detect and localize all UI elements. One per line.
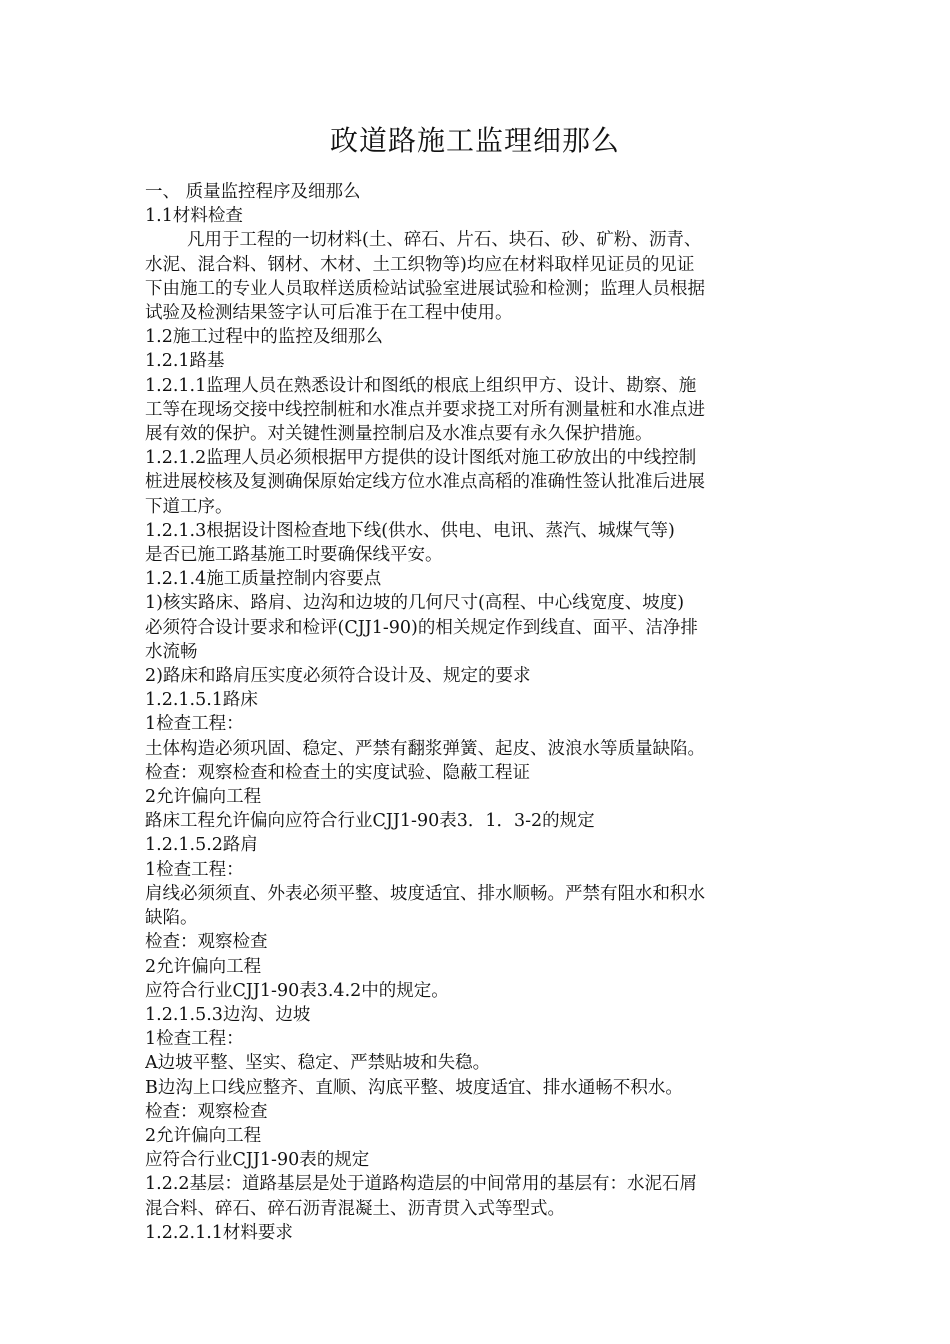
text-line: 肩线必须须直、外表必须平整、坡度适宜、排水顺畅。严禁有阻水和积水 (145, 883, 705, 904)
document-title: 政道路施工监理细那么 (329, 124, 620, 157)
text-line: 水泥、混合料、钢材、木材、土工织物等)均应在材料取样见证员的见证 (145, 254, 695, 275)
text-line: 土体构造必须巩固、稳定、严禁有翻浆弹簧、起皮、波浪水等质量缺陷。 (145, 738, 705, 759)
text-line: 必须符合设计要求和检评(CJJ1-90)的相关规定作到线直、面平、洁净排 (145, 617, 698, 638)
text-line: 1)核实路床、路肩、边沟和边坡的几何尺寸(高程、中心线宽度、坡度) (145, 593, 685, 614)
text-line: 1.2.1.5.3边沟、边坡 (145, 1004, 311, 1025)
text-line: 下由施工的专业人员取样送质检站试验室进展试验和检测；监理人员根据 (145, 278, 705, 299)
text-line: 展有效的保护。对关键性测量控制启及水准点要有永久保护措施。 (145, 424, 653, 445)
text-line: 路床工程允许偏向应符合行业CJJ1-90表3．1．3-2的规定 (145, 811, 595, 832)
text-line: 1.2.1.5.2路肩 (145, 835, 258, 856)
text-line: 1.2.1.5.1路床 (145, 690, 258, 711)
text-line: 1.2.1.3根据设计图检查地下线(供水、供电、电讯、蒸汽、城煤气等) (145, 520, 675, 541)
text-line: 1检查工程： (145, 714, 244, 735)
text-line: 水流畅 (145, 641, 198, 662)
text-line: 1检查工程： (145, 859, 244, 880)
text-line: 1.2.1路基 (145, 351, 225, 372)
text-line: 1.2.1.4施工质量控制内容要点 (145, 569, 382, 590)
text-line: 工等在现场交接中线控制桩和水准点并要求挠工对所有测量桩和水准点进 (145, 399, 705, 420)
text-line: 1检查工程： (145, 1029, 244, 1050)
text-line: 1.2.1.1监理人员在熟悉设计和图纸的根底上组织甲方、设计、勘察、施 (145, 375, 697, 396)
text-line: 应符合行业CJJ1-90表的规定 (145, 1150, 370, 1171)
text-line: 试验及检测结果签字认可后准于在工程中使用。 (145, 303, 513, 324)
text-line: 凡用于工程的一切材料(土、碎石、片石、块石、砂、矿粉、沥青、 (187, 230, 702, 251)
text-line: 1.2.1.2监理人员必须根据甲方提供的设计图纸对施工矽放出的中线控制 (145, 448, 697, 469)
text-line: 一、 质量监控程序及细那么 (145, 182, 361, 202)
text-line: 应符合行业CJJ1-90表3.4.2中的规定。 (145, 980, 449, 1001)
text-line: 2允许偏向工程 (145, 787, 262, 808)
document-body (145, 180, 809, 1245)
text-line: 1.1材料检查 (145, 206, 243, 227)
text-line: 2)路床和路肩压实度必须符合设计及、规定的要求 (145, 666, 531, 687)
text-line: 1.2.2.1.1材料要求 (145, 1222, 293, 1243)
text-line: 检查：观察检查和检查土的实度试验、隐蔽工程证 (145, 762, 530, 783)
text-line: A边坡平整、坚实、稳定、严禁贴坡和失稳。 (145, 1053, 491, 1074)
text-line: 检查：观察检查 (145, 932, 268, 953)
text-line: 混合料、碎石、碎石沥青混凝土、沥青贯入式等型式。 (145, 1198, 565, 1219)
text-line: 1.2施工过程中的监控及细那么 (145, 327, 383, 348)
text-line: B边沟上口线应整齐、直顺、沟底平整、坡度适宜、排水通畅不积水。 (145, 1077, 683, 1098)
text-line: 下道工序。 (145, 496, 233, 517)
text-line: 桩进展校核及复测确保原始定线方位水准点高稻的准确性签认批准后进展 (145, 472, 705, 493)
text-line: 缺陷。 (145, 908, 198, 929)
text-line: 1.2.2基层：道路基层是处于道路构造层的中间常用的基层有：水泥石屑 (145, 1174, 698, 1195)
text-line: 检查：观察检查 (145, 1101, 268, 1122)
text-line: 2允许偏向工程 (145, 1125, 262, 1146)
text-line: 2允许偏向工程 (145, 956, 262, 977)
text-line: 是否已施工路基施工时要确保线平安。 (145, 545, 443, 566)
